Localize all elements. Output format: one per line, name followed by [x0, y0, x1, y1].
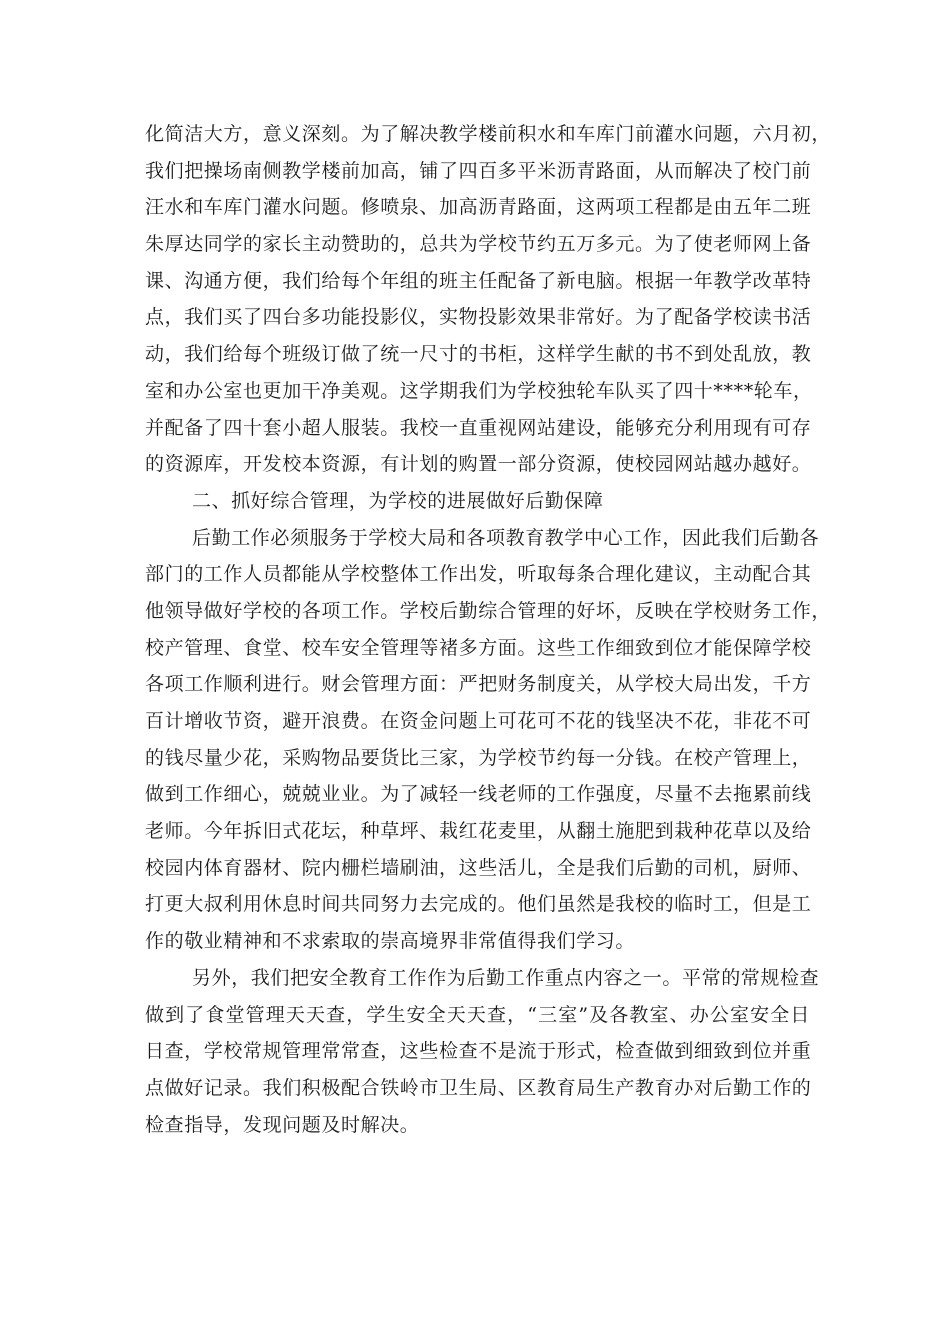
text-line: 做到了食堂管理天天查，学生安全天天查，“三室”及各教室、办公室安全日: [145, 1003, 810, 1026]
text-line: 的钱尽量少花，采购物品要货比三家，为学校节约每一分钱。在校产管理上，: [145, 746, 812, 769]
text-line: 我们把操场南侧教学楼前加高，铺了四百多平米沥青路面，从而解决了校门前: [145, 159, 812, 182]
text-line: 百计增收节资，避开浪费。在资金问题上可花可不花的钱坚决不花，非花不可: [145, 710, 812, 732]
text-line: 老师。今年拆旧式花坛，种草坪、栽红花麦里，从翻土施肥到栽种花草以及给: [145, 820, 812, 843]
text-line: 他领导做好学校的各项工作。学校后勤综合管理的好坏，反映在学校财务工作，: [145, 599, 832, 622]
text-line: 校产管理、食堂、校车安全管理等褚多方面。这些工作细致到位才能保障学校: [145, 636, 812, 659]
text-line: 化简洁大方，意义深刻。为了解决教学楼前积水和车库门前灌水问题，六月初，: [145, 123, 832, 145]
text-line: 点做好记录。我们积极配合铁岭市卫生局、区教育局生产教育办对后勤工作的: [145, 1076, 812, 1099]
body-text: [145, 116, 832, 1143]
text-line: 各项工作顺利进行。财会管理方面：严把财务制度关，从学校大局出发，千方: [145, 673, 812, 696]
text-line: 汪水和车库门灌水问题。修喷泉、加高沥青路面，这两项工程都是由五年二班: [145, 196, 812, 219]
text-line: 动，我们给每个班级订做了统一尺寸的书柜，这样学生献的书不到处乱放，教: [145, 343, 812, 366]
text-line: 朱厚达同学的家长主动赞助的，总共为学校节约五万多元。为了使老师网上备: [145, 233, 812, 256]
paragraph-first-line: 另外，我们把安全教育工作作为后勤工作重点内容之一。平常的常规检查: [192, 966, 820, 989]
paragraph-last-line: 检查指导，发现问题及时解决。: [145, 1113, 420, 1136]
text-line: 的资源库，开发校本资源，有计划的购置一部分资源，使校园网站越办越好。: [145, 453, 812, 476]
paragraph-first-line: 后勤工作必须服务于学校大局和各项教育教学中心工作，因此我们后勤各: [192, 526, 820, 549]
text-line: 日查，学校常规管理常常查，这些检查不是流于形式，检查做到细致到位并重: [145, 1040, 812, 1063]
text-line: 部门的工作人员都能从学校整体工作出发，听取每条合理化建议，主动配合其: [145, 563, 812, 586]
section-heading: 二、抓好综合管理，为学校的进展做好后勤保障: [192, 489, 604, 512]
text-line: 校园内体育器材、院内栅栏墙刷油，这些活儿，全是我们后勤的司机，厨师、: [145, 856, 812, 879]
text-line: 并配备了四十套小超人服装。我校一直重视网站建设，能够充分利用现有可存: [145, 416, 812, 439]
text-line: 课、沟通方便，我们给每个年组的班主任配备了新电脑。根据一年教学改革特: [145, 269, 812, 292]
text-line: 打更大叔利用休息时间共同努力去完成的。他们虽然是我校的临时工，但是工: [145, 893, 812, 916]
text-line: 做到工作细心，兢兢业业。为了减轻一线老师的工作强度，尽量不去拖累前线: [145, 783, 812, 806]
text-line: 室和办公室也更加干净美观。这学期我们为学校独轮车队买了四十****轮车，: [145, 379, 813, 402]
text-line: 点，我们买了四台多功能投影仪，实物投影效果非常好。为了配备学校读书活: [145, 306, 812, 329]
paragraph-last-line: 作的敬业精神和不求索取的崇高境界非常值得我们学习。: [145, 930, 636, 953]
